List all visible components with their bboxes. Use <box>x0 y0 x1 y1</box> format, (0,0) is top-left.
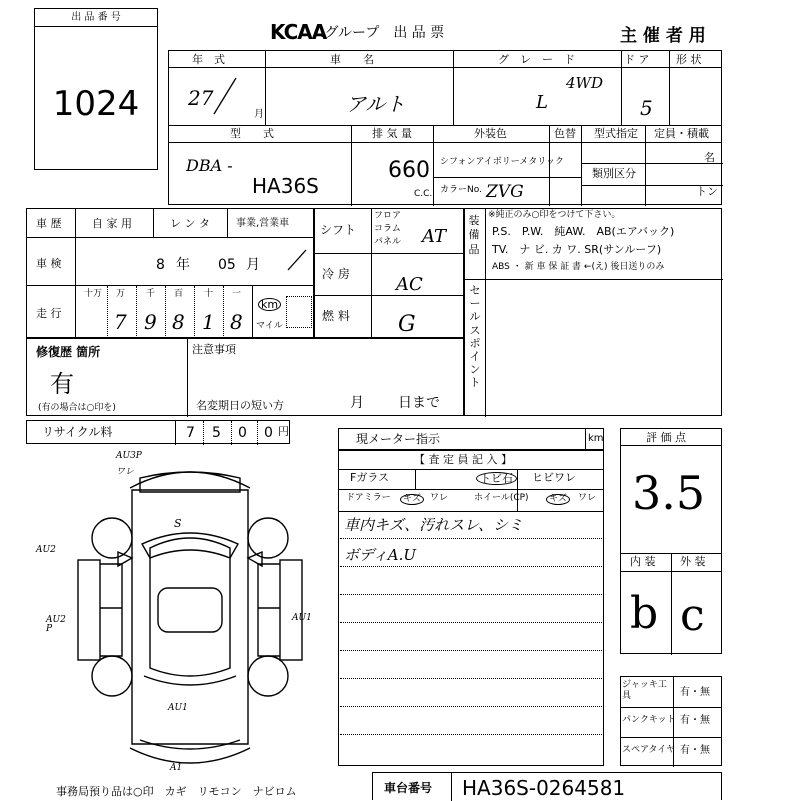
interior-value: b <box>630 588 659 639</box>
mileage-digit: 9 <box>144 310 157 334</box>
color-no-value: ZVG <box>486 182 524 202</box>
interior-label: 内 装 <box>630 555 656 568</box>
mile-label: マイル <box>256 321 283 331</box>
damage-mark: AU1 <box>292 613 312 623</box>
mileage-label: 走 行 <box>36 307 62 320</box>
form-title: .グループ 出 品 票 <box>320 25 445 41</box>
year-value: 27 <box>188 86 214 110</box>
digit-label: 一 <box>232 289 242 299</box>
slash-mark <box>284 248 310 274</box>
type-designation-label: 型式指定 <box>594 127 638 140</box>
mileage-digit: 1 <box>202 310 215 334</box>
meter-label: 現メーター指示 <box>356 432 441 446</box>
grade-value: L <box>536 92 548 113</box>
kit-yes-no: 有・無 <box>680 715 710 726</box>
doors-label: ド ア <box>624 53 650 66</box>
color-no-label: カラーNo. <box>440 185 482 195</box>
history-option-business: 事業,営業車 <box>236 218 290 229</box>
color-name: シフォンアイボリーメタリック <box>440 157 564 167</box>
category-label: 類別区分 <box>592 167 636 180</box>
chassis-value: HA36S-0264581 <box>462 776 626 800</box>
mileage-digit: 8 <box>230 310 243 334</box>
damage-mark: AU2 <box>36 545 56 555</box>
shift-option-column: コラム <box>374 224 401 234</box>
damage-mark: AU2 P <box>46 615 66 634</box>
recycle-digit: 7 <box>186 425 195 441</box>
glass-option-chip: トビ石 <box>476 472 517 485</box>
recycle-digit: 5 <box>212 425 221 441</box>
glass-option-crack: ヒビワレ <box>532 471 576 484</box>
damage-mark: A1 <box>170 763 183 773</box>
mileage-digit: 7 <box>114 310 127 334</box>
equipment-line-3: ABS ・ 新 車 保 証 書 ←(え) 後日送りのみ <box>492 262 665 272</box>
kit-label: パンクキット <box>622 715 676 725</box>
ac-value: AC <box>396 274 423 295</box>
year-unit: 年 <box>176 257 190 273</box>
meter-km: km <box>588 433 604 444</box>
car-name-label: 車 名 <box>330 53 374 66</box>
wheel-option-crack: ワレ <box>578 493 597 503</box>
caution-label: 注意事項 <box>192 343 236 356</box>
deadline-month: 月 <box>350 395 364 411</box>
score-value: 3.5 <box>632 466 706 520</box>
mile-box <box>286 296 312 328</box>
inspection-label: 車 検 <box>36 257 62 270</box>
inspection-year: 8 <box>156 257 165 273</box>
shift-value: AT <box>422 226 447 247</box>
cc-unit: C.C. <box>414 189 433 199</box>
inspector-note-line-1: 車内キズ、汚れスレ、シミ <box>344 516 523 534</box>
lot-label: 出 品 番 号 <box>71 12 121 23</box>
history-option-rental: レ ン タ <box>170 217 210 230</box>
damage-mark: ワレ <box>116 467 135 477</box>
fuel-value: G <box>398 312 416 337</box>
inspector-note-line-2: ボディA.U <box>344 546 417 564</box>
score-label: 評 価 点 <box>646 431 686 444</box>
spare-yes-no: 有・無 <box>680 745 710 756</box>
month-unit: 月 <box>254 109 264 120</box>
inspection-month: 05 <box>218 257 236 273</box>
wheel-label: ホイール(CP) <box>474 493 529 503</box>
displacement-label: 排 気 量 <box>372 127 412 140</box>
repair-value: 有 <box>50 370 74 398</box>
model-prefix: DBA - <box>186 156 233 175</box>
recycle-digit: 0 <box>238 425 247 441</box>
damage-mark: S <box>174 517 182 530</box>
equipment-line-2: TV. ナ ビ. カ ワ. SR(サンルーフ) <box>492 243 662 256</box>
km-label: km <box>258 298 281 311</box>
exterior-label: 外 装 <box>680 555 706 568</box>
model-label: 型 式 <box>230 127 274 140</box>
model-value: HA36S <box>252 174 319 198</box>
fuel-label: 燃 料 <box>322 309 350 323</box>
tons-unit: トン <box>696 185 718 198</box>
name-change-label: 名変期日の短い方 <box>196 399 284 412</box>
lot-number: 1024 <box>52 84 140 124</box>
color-change-label: 色替 <box>554 127 576 140</box>
inspector-title: 【 査 定 員 記 入 】 <box>414 453 512 466</box>
mirror-option-scratch: キズ <box>400 494 424 505</box>
digit-label: 十万 <box>84 289 103 299</box>
exterior-value: c <box>680 590 705 641</box>
deadline-day: 日まで <box>398 395 440 411</box>
repair-label: 修復歴 箇所 <box>36 345 101 359</box>
yen-unit: 円 <box>278 425 289 438</box>
slash-mark <box>210 76 240 116</box>
repair-note: (有の場合は○印を) <box>38 403 116 413</box>
lot-number-box <box>34 8 158 170</box>
grade-label: グ レ ー ド <box>498 53 575 66</box>
damage-mark: AU3P <box>116 451 142 461</box>
history-label: 車 歴 <box>36 217 62 230</box>
digit-label: 百 <box>174 289 184 299</box>
shape-label: 形 状 <box>676 53 702 66</box>
month-unit-inspection: 月 <box>246 257 260 273</box>
equipment-note: ※純正のみ○印をつけて下さい。 <box>488 210 621 220</box>
year-label: 年 式 <box>192 53 225 66</box>
chassis-label: 車台番号 <box>384 781 433 795</box>
car-name-value: アルト <box>346 92 406 116</box>
persons-unit: 名 <box>704 151 715 164</box>
exterior-color-label: 外装色 <box>474 127 507 140</box>
digit-label: 千 <box>146 289 156 299</box>
doors-value: 5 <box>640 96 653 120</box>
equipment-line-1: P.S. P.W. 純AW. AB(エアバック) <box>492 225 675 238</box>
brand-logo: KCAA <box>270 20 327 44</box>
jack-label: ジャッキ工 具 <box>622 680 676 701</box>
shift-label: シフト <box>320 223 357 237</box>
recycle-label: リサイクル料 <box>42 425 113 439</box>
organizer-label: 主 催 者 用 <box>620 26 706 46</box>
office-items-text: 事務局預り品は○印 カギ リモコン ナビロム <box>56 785 297 798</box>
sales-point-label: セールスポイント <box>469 284 481 390</box>
mirror-label: ドアミラー <box>346 493 391 503</box>
displacement-value: 660 <box>388 158 430 183</box>
jack-yes-no: 有・無 <box>680 687 710 698</box>
mileage-grid <box>78 286 252 338</box>
mirror-option-crack: ワレ <box>430 493 449 503</box>
mileage-digit: 8 <box>172 310 185 334</box>
shift-option-panel: パネル <box>374 237 402 247</box>
equipment-box <box>464 208 722 416</box>
shift-option-floor: フロア <box>374 211 402 221</box>
ac-label: 冷 房 <box>322 267 350 281</box>
capacity-label: 定員・積載 <box>654 127 709 140</box>
recycle-digit: 0 <box>264 425 273 441</box>
damage-mark: AU1 <box>168 703 188 713</box>
drive-value: 4WD <box>566 74 603 92</box>
wheel-option-scratch: キズ <box>546 494 570 505</box>
history-option-private: 自 家 用 <box>92 217 132 230</box>
spare-label: スペアタイヤ <box>622 745 676 755</box>
equipment-label: 装備品 <box>468 214 480 256</box>
glass-label: Fガラス <box>350 471 389 484</box>
digit-label: 万 <box>116 289 126 299</box>
digit-label: 十 <box>204 289 214 299</box>
